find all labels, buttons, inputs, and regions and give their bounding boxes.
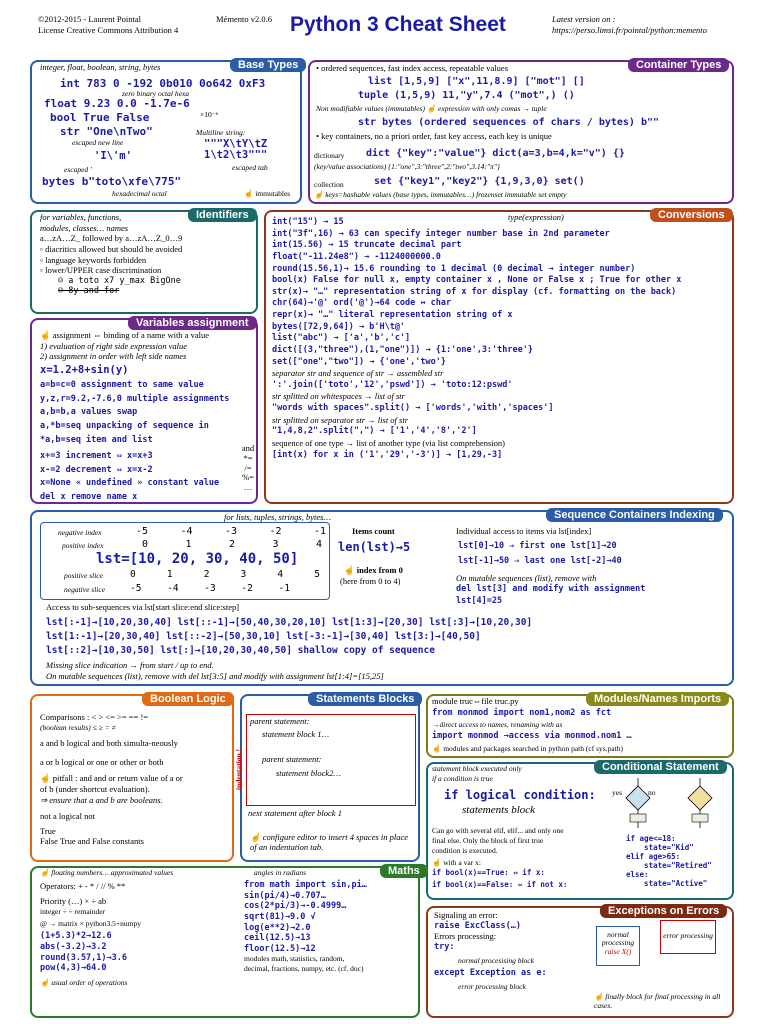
latest-url: https://perso.limsi.fr/pointal/python:memento [552,25,707,35]
parent-statement-1: parent statement: [250,716,310,726]
memento-version: Mémento v2.0.6 [216,14,272,24]
str-escaped-note: escaped ' [64,165,92,174]
individual-access: Individual access to items via lst[index] [456,526,592,536]
module-line: ☝ modules and packages searched in python path (cf sys.path) [432,744,623,753]
int-row: int 783 0 -192 0b010 0o642 0xF3 [60,77,266,90]
block-2: statement block2… [276,768,341,778]
pos-slice: 2 [203,569,210,580]
pos-index: 0 [142,539,149,550]
conv-line: dict([(3,"three"),(1,"one")]) → {1:'one',3:'three'} [272,344,533,355]
cond-code [626,834,712,888]
conversions-title: Conversions [650,208,733,222]
exc-line: raise ExcClass(…) [434,920,521,931]
pos-index: 1 [185,539,192,550]
page-title: Python 3 Cheat Sheet [290,13,506,36]
pos-index-label: positive index [62,541,104,550]
variables-ops [240,444,256,493]
maths-line: @ → matrix × python3.5+numpy [40,919,141,928]
int-notes: zero binary octal hexa [122,89,189,98]
cond-line: statements block [462,804,536,816]
bytes-note: hexadecimal octal [112,189,167,198]
maths-right-line: sin(pi/4)→0.707… [244,890,326,901]
variables-line: a,*b=seq unpacking of sequence in [40,420,209,431]
bool-line: False True and False constants [40,836,144,847]
cond-line: if bool(x)==False: ⇔ if not x: [432,880,568,889]
maths-right-line: log(e**2)→2.0 [244,922,311,933]
maths-line: integer ÷ ÷ remainder [40,906,106,916]
pos-slice: 5 [314,569,320,580]
slice-row: lst[:-1]→[10,20,30,40] lst[::-1]→[50,40,30,20,10] lst[1:3]→[20,30] lst[:3]→[10,20,30] [46,617,533,628]
set-note: ☝ keys=hashable values (base types, immutables…) frozenset immutable set empty [314,190,567,199]
bool-line: (boolean results) ≤ ≥ = ≠ [40,722,116,732]
identifiers-lines [40,212,254,297]
exceptions-lines [434,910,598,991]
slice-row: lst[1:-1]→[20,30,40] lst[::-2]→[50,30,10] lst[-3:-1]→[30,40] lst[3:]→[40,50] [46,631,481,642]
cond-code-line: state="Retired" [626,861,712,870]
variables-line: a=b=c=0 assignment to same value [40,380,204,390]
index-note: ☝ index from 0 [344,565,403,575]
maths-line: pow(4,3)→64.0 [40,963,107,974]
pos-index-row [142,539,322,550]
mutable-note: On mutable sequences (list), remove with [456,573,597,583]
maths-line: Operators: + - * / // % ** [40,881,126,892]
conv-line: round(15.56,1)→ 15.6 rounding to 1 decimal (0 decimal → integer number) [272,263,636,274]
variables-line: y,z,r=9.2,-7.6,0 multiple assignments [40,393,230,404]
maths-title: Maths [380,864,428,878]
module-line: module truc⇔file truc.py [432,696,519,706]
conv-line: int(15.56) → 15 truncate decimal part [272,240,462,251]
identifiers-line: a…zA…Z_ followed by a…zA…Z_0…9 [40,233,183,244]
container-types-title: Container Types [628,58,729,72]
bool-line: not a logical not [40,811,96,822]
assign-line: lst[4]=25 [456,596,503,606]
op-item: %= [242,472,254,483]
maths-right-line: cos(2*pi/3)→-0.4999… [244,901,347,912]
neg-index: -5 [136,526,149,537]
exc-line: error processing block [458,981,526,991]
variables-title: Variables assignment [128,316,257,330]
bool-line: ☝ pitfall : and and or return value of a or [40,773,183,784]
dict-label: dictionary [314,151,345,160]
ordered-note: • ordered sequences, fast index access, repeatable values [316,63,509,73]
conv-line: repr(x)→ "…" literal representation string of x [272,310,513,320]
exc-finally: ☝ finally block for final processing in all cases. [594,992,721,1010]
neg-slice: -2 [241,583,253,594]
op-item: and [241,443,255,453]
str-bytes-row: str bytes (ordered sequences of chars / bytes) b"" [358,117,660,128]
cond-line: if logical condition: [444,788,596,802]
conv-line: "words with spaces".split() → ['words','with','spaces'] [272,403,554,413]
modules-title: Modules/Names Imports [586,692,729,706]
identifiers-line: for variables, functions, [40,212,122,222]
str-tab-note: escaped tab [232,163,268,172]
neg-slice: -3 [204,583,216,594]
bool-line: True [40,825,56,836]
cond-line: if bool(x)==True: ⇔ if x: [432,868,545,877]
maths-right-line: from math import sin,pi… [244,880,367,890]
index-note-2: (here from 0 to 4) [340,576,401,586]
bool-line: of b (under shortcut evaluation). [40,783,150,794]
conv-line: sequence of one type → list of another type (via list comprehension) [272,437,505,448]
exc-error-box [660,920,716,954]
conv-line: bytes([72,9,64]) → b'H\t@' [272,321,406,332]
exc-raise-label: raise X() [604,946,632,956]
neg-slice-label: negative slice [64,585,106,594]
str-note-newline: escaped new line [72,138,124,147]
base-types-title: Base Types [230,58,306,72]
maths-left [40,868,230,987]
ind-row: lst[-1]→50 ⇒ last one lst[-2]→40 [458,556,622,566]
neg-index-label: negative index [58,528,102,537]
conditional-title: Conditional Statement [594,760,727,774]
identifiers-line: ▫ lower/UPPER case discrimination [40,265,162,276]
maths-right-line: decimal, fractions, numpy, etc. (cf. doc) [244,963,364,973]
variables-line: a,b=b,a values swap [40,407,138,418]
conv-line: "1,4,8,2".split(",") → ['1','4','8','2'] [272,426,477,437]
next-statement: next statement after block 1 [248,808,342,818]
float-row: float 9.23 0.0 -1.7e-6 [44,97,190,110]
indexing-title: Sequence Containers Indexing [546,508,723,522]
cond-code-line: elif age>65: [626,852,681,861]
str-escaped-quote: 'I\'m' [94,150,132,162]
variables-line: 2) assignment in order with left side names [40,351,187,362]
neg-slice: -4 [167,583,179,594]
variables-line: x=None « undefined » constant value [40,478,220,489]
flow-yes: yes [612,788,622,797]
exc-normal-label: normal processing [601,930,635,948]
maths-right-line: floor(12.5)→12 [244,943,316,954]
identifiers-good: ☺ a toto x7 y_max BigOne [58,275,181,286]
op-item: /= [244,462,252,473]
str-multiline-2: 1\t2\t3""" [204,149,268,161]
bool-line: a or b logical or one or other or both [40,756,164,767]
pos-index: 3 [272,539,279,550]
identifiers-title: Identifiers [188,208,257,222]
cond-line: ☝ with a var x: [432,858,481,867]
type-label: type(expression) [508,212,564,222]
pos-slice-row [130,569,320,580]
bytes-row: bytes b"toto\xfe\775" [42,175,182,188]
conv-line: int("15") → 15 [272,217,344,227]
variables-line: x+=3 increment ⇔ x=x+3 [40,451,153,462]
op-item: … [243,482,253,493]
module-line: →direct access to names, renaming with as [432,720,563,729]
cond-line: final else. Only the block of first true [432,836,544,845]
key-containers-note: • key containers, no a priori order, fast key access, each key is unique [316,131,552,141]
boolean-lines [40,712,230,847]
str-note-multiline: Multiline string: [196,128,246,137]
bool-line: ⇒ ensure that a and b are booleans. [40,794,163,805]
license: License Creative Commons Attribution 4 [38,25,179,35]
len-expr: len(lst)→5 [338,540,411,554]
cond-line: condition is executed. [432,846,498,855]
neg-slice: -5 [130,583,142,594]
neg-index: -2 [269,526,282,537]
conv-line: ':'.join(['toto','12','pswd']) → 'toto:12:pswd' [272,379,513,390]
set-row: set {"key1","key2"} {1,9,3,0} set() [374,176,585,187]
pos-index: 4 [315,539,322,550]
latest-label: Latest version on : [552,14,616,24]
conv-line: set(["one","two"]) → {'one','two'} [272,356,446,367]
block-1: statement block 1… [262,729,330,739]
del-line: del lst[3] and modify with assignment [456,584,646,594]
exc-line: Signaling an error: [434,910,498,920]
neg-slice-row [130,583,290,594]
neg-index: -1 [313,526,326,537]
flow-no: no [648,788,656,797]
conv-line: str splitted on separator str → list of str [272,414,409,425]
cond-code-line: else: [626,870,649,879]
header [8,4,760,62]
tuple-note: Non modifiable values (immutables) ☝ expression with only comas → tuple [316,104,547,113]
pos-slice: 3 [240,569,247,580]
conv-line: float("-11.24e8") → -1124000000.0 [272,251,441,262]
str-multiline-1: """X\tY\tZ [204,138,268,150]
pos-index: 2 [228,539,235,550]
variables-line: *a,b=seq item and list [40,434,153,445]
pos-slice-label: positive slice [64,571,103,580]
module-line: from monmod import nom1,nom2 as fct [432,708,612,718]
exc-line: normal procesising block [458,955,534,965]
exc-line: except Exception as e: [434,967,547,978]
maths-line: abs(-3.2)→3.2 [40,942,107,952]
bool-line: a and b logical and both simulta-neously [40,738,178,748]
indexing-subtitle: for lists, tuples, strings, bytes… [224,512,331,522]
exc-line: Errors processing: [434,931,497,942]
flowchart-icon [608,778,730,830]
maths-line: Priority (…) × ÷ ab [40,896,107,906]
variables-line: x=1.2+8+sin(y) [40,363,129,376]
neg-slice: -1 [278,583,290,594]
exceptions-title: Exceptions on Errors [600,904,727,918]
variables-line: x-=2 decrement ⇔ x=x-2 [40,464,153,475]
variables-line: del x remove name x [40,492,138,502]
ind-row: lst[0]→10 ⇒ first one lst[1]→20 [458,541,617,551]
dict-note: (key/value associations) {1:"one",3:"three",2:"two",3.14:"π"} [314,162,500,171]
conv-line: str splitted on whitespaces → list of str [272,391,405,402]
str-row: str "One\nTwo" [60,125,153,138]
dict-row: dict {"key":"value"} dict(a=3,b=4,k="v") {} [366,148,625,159]
subseq-note: Access to sub-sequences via lst[start slice:end slice:step] [46,602,240,612]
statements-title: Statements Blocks [308,692,422,706]
angles-note: angles in radians [254,868,307,877]
mutable-note-2: On mutable sequences (list), remove with del lst[3:5] and modify with assignment lst[1:4]=[15,25] [46,671,384,681]
neg-index: -4 [180,526,193,537]
neg-index-row [136,526,326,537]
variables-line: ☝ assignment ⇔ binding of a name with a value [40,330,209,340]
conv-line: int("3f",16) → 63 can specify integer number base in 2nd parameter [272,228,610,239]
conv-line: str(x)→ "…" representation string of x for display (cf. formatting on the back) [272,286,677,297]
identifiers-line: ▫ diacritics allowed but should be avoided [40,243,183,254]
cond-code-line: state="Active" [626,879,708,888]
missing-slice: Missing slice indication → from start / up to end. [46,660,214,670]
copyright: ©2012-2015 - Laurent Pointal [38,14,142,24]
pos-slice: 4 [277,569,284,580]
set-label: collection [314,180,344,189]
identifiers-bad: ☹ 8y and for [58,286,120,297]
indentation-label: indentation ! [234,748,243,790]
variables-lines [40,330,234,503]
cond-code-line: state="Kid" [626,843,694,852]
conv-line: bool(x) False for null x, empty container x , None or False x ; True for other x [272,275,682,286]
cond-code-line: if age<=18: [626,834,676,843]
tuple-row: tuple (1,5,9) 11,"y",7.4 ("mot",) () [358,90,575,101]
maths-line: (1+5.3)*2→12.6 [40,931,112,942]
maths-line: ☝ floating numbers… approximated values [40,868,174,877]
base-types-intro: integer, float, boolean, string, bytes [40,62,161,72]
list-row: list [1,5,9] ["x",11,8.9] ["mot"] [] [368,76,585,87]
pos-slice: 1 [166,569,173,580]
variables-line: 1) evaluation of right side expression value [40,340,187,351]
maths-line: ☝ usual order of operations [40,977,128,987]
cond-line: if a condition is true [432,774,493,783]
immutables-note: ☝ immutables [244,189,291,198]
maths-right [244,880,416,973]
boolean-title: Boolean Logic [142,692,234,706]
conv-line: separator str and sequence of str → assembled str [272,368,444,379]
maths-right-line: modules math, statistics, random, [244,954,345,964]
lst-definition: lst=[10, 20, 30, 40, 50] [96,551,299,567]
maths-right-line: ceil(12.5)→13 [244,933,311,944]
parent-statement-2: parent statement: [262,754,322,764]
op-item: *= [243,452,253,463]
cond-line: statement block executed only [432,764,522,773]
pos-slice: 0 [130,569,136,580]
exc-error-label: error processing [663,931,713,940]
maths-right-line: sqrt(81)→9.0 √ [244,911,316,922]
exc-line: try: [434,941,455,952]
identifiers-line: ▫ language keywords forbidden [40,254,147,265]
exc-normal-box [596,926,640,966]
module-line: import monmod →access via monmod.nom1 … [432,731,632,741]
conv-line: list("abc") → ['a','b','c'] [272,333,411,344]
items-count-label: Items count [352,526,395,536]
bool-row: bool True False [50,111,150,124]
conversions-lines [272,216,728,460]
neg-index: -3 [224,526,238,537]
cond-line: Can go with several elif, elif... and only one [432,826,564,835]
slice-row: lst[::2]→[10,30,50] lst[:]→[10,20,30,40,50] shallow copy of sequence [46,645,435,656]
bool-line: Comparisons : < > <= >= == != [40,712,149,722]
identifiers-line: modules, classes… names [40,222,129,233]
conv-line: chr(64)→'@' ord('@')→64 code ↔ char [272,298,452,309]
statements-note: ☝ configure editor to insert 4 spaces in place of an indentation tab. [250,832,409,853]
conv-line: [int(x) for x in ('1','29','-3')] → [1,29,-3] [272,449,503,460]
float-note: ×10⁻⁶ [200,110,219,119]
maths-line: round(3.57,1)→3.6 [40,952,127,963]
